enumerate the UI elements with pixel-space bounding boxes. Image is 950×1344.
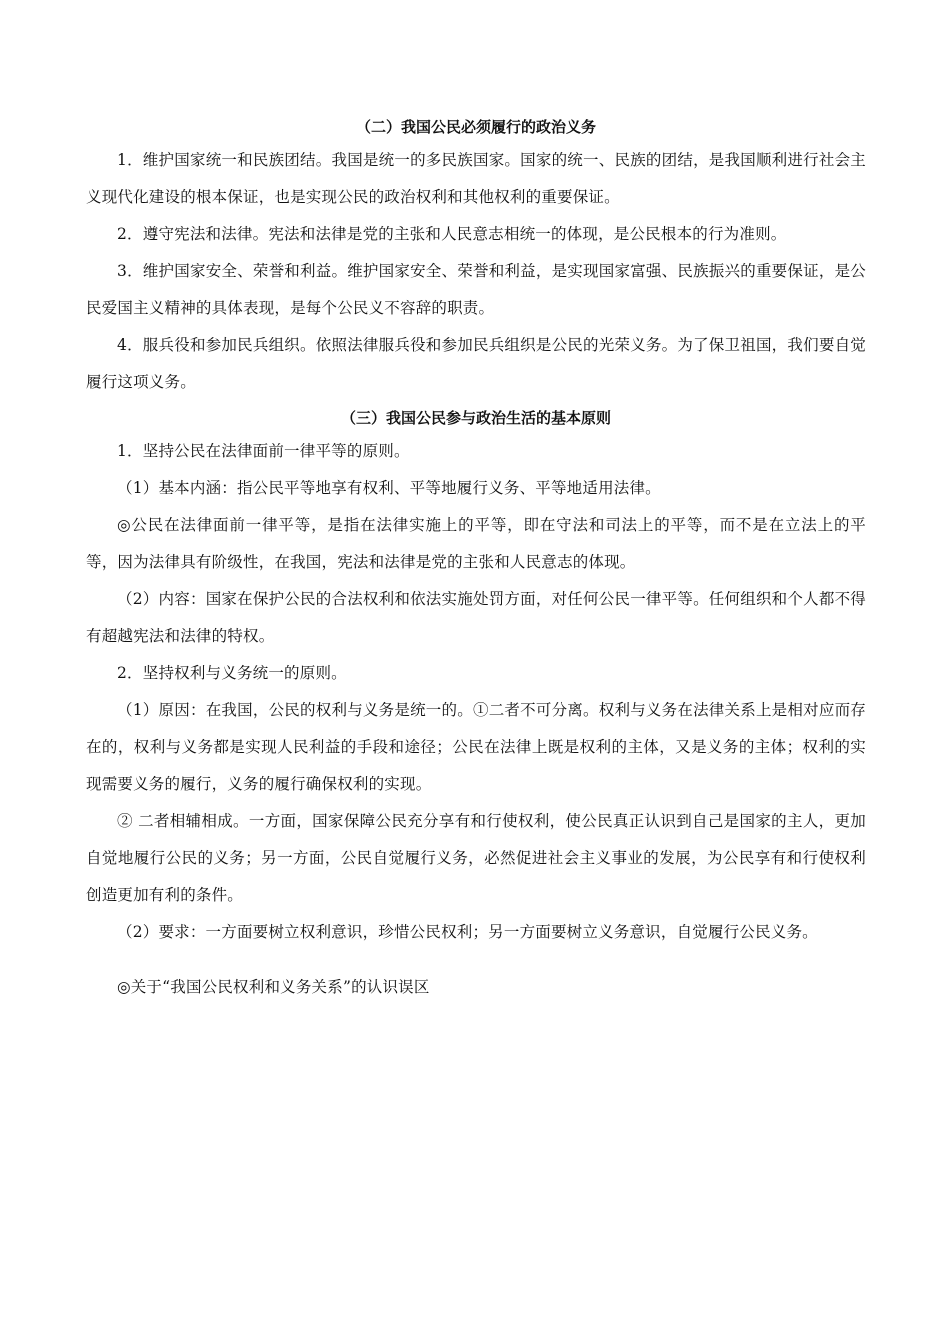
- paragraph-equality-content: （2）内容：国家在保护公民的合法权利和依法实施处罚方面，对任何公民一律平等。任何组织和个人都不得有超越宪法和法律的特权。: [86, 590, 866, 645]
- section-heading-political-duties: （二）我国公民必须履行的政治义务: [355, 118, 596, 136]
- paragraph-equality-principle: 1．坚持公民在法律面前一律平等的原则。: [117, 442, 410, 460]
- paragraph-national-unity: 1．维护国家统一和民族团结。我国是统一的多民族国家。国家的统一、民族的团结，是我国顺利进行社会主义现代化建设的根本保证，也是实现公民的政治权利和其他权利的重要保证。: [86, 151, 866, 206]
- paragraph-rights-duties-principle: 2．坚持权利与义务统一的原则。: [117, 664, 347, 682]
- paragraph-constitution-law: 2．遵守宪法和法律。宪法和法律是党的主张和人民意志相统一的体现，是公民根本的行为准则。: [117, 225, 787, 243]
- section-heading-basic-principles: （三）我国公民参与政治生活的基本原则: [340, 409, 611, 427]
- paragraph-misconceptions-note: ◎关于“我国公民权利和义务关系”的认识误区: [117, 978, 430, 996]
- paragraph-complementary: ② 二者相辅相成。一方面，国家保障公民充分享有和行使权利，使公民真正认识到自己是国家的主人，更加自觉地履行公民的义务；另一方面，公民自觉履行义务，必然促进社会主义事业的发展，为公民享有和行使权利创造更加有利的条件。: [86, 812, 866, 904]
- paragraph-equality-meaning: （1）基本内涵：指公民平等地享有权利、平等地履行义务、平等地适用法律。: [117, 479, 661, 497]
- paragraph-military-service: 4．服兵役和参加民兵组织。依照法律服兵役和参加民兵组织是公民的光荣义务。为了保卫祖国，我们要自觉履行这项义务。: [86, 336, 866, 391]
- paragraph-rights-duties-reason: （1）原因：在我国，公民的权利与义务是统一的。①二者不可分离。权利与义务在法律关系上是相对应而存在的，权利与义务都是实现人民利益的手段和途径；公民在法律上既是权利的主体，又是义务的主体；权利的实现需要义务的履行，义务的履行确保权利的实现。: [86, 701, 866, 793]
- paragraph-requirements: （2）要求：一方面要树立权利意识，珍惜公民权利；另一方面要树立义务意识，自觉履行公民义务。: [117, 923, 818, 941]
- paragraph-equality-note: ◎公民在法律面前一律平等，是指在法律实施上的平等，即在守法和司法上的平等，而不是在立法上的平等，因为法律具有阶级性，在我国，宪法和法律是党的主张和人民意志的体现。: [86, 516, 866, 571]
- document-body: [86, 112, 866, 1006]
- paragraph-national-security: 3．维护国家安全、荣誉和利益。维护国家安全、荣誉和利益，是实现国家富强、民族振兴的重要保证，是公民爱国主义精神的具体表现，是每个公民义不容辞的职责。: [86, 262, 866, 317]
